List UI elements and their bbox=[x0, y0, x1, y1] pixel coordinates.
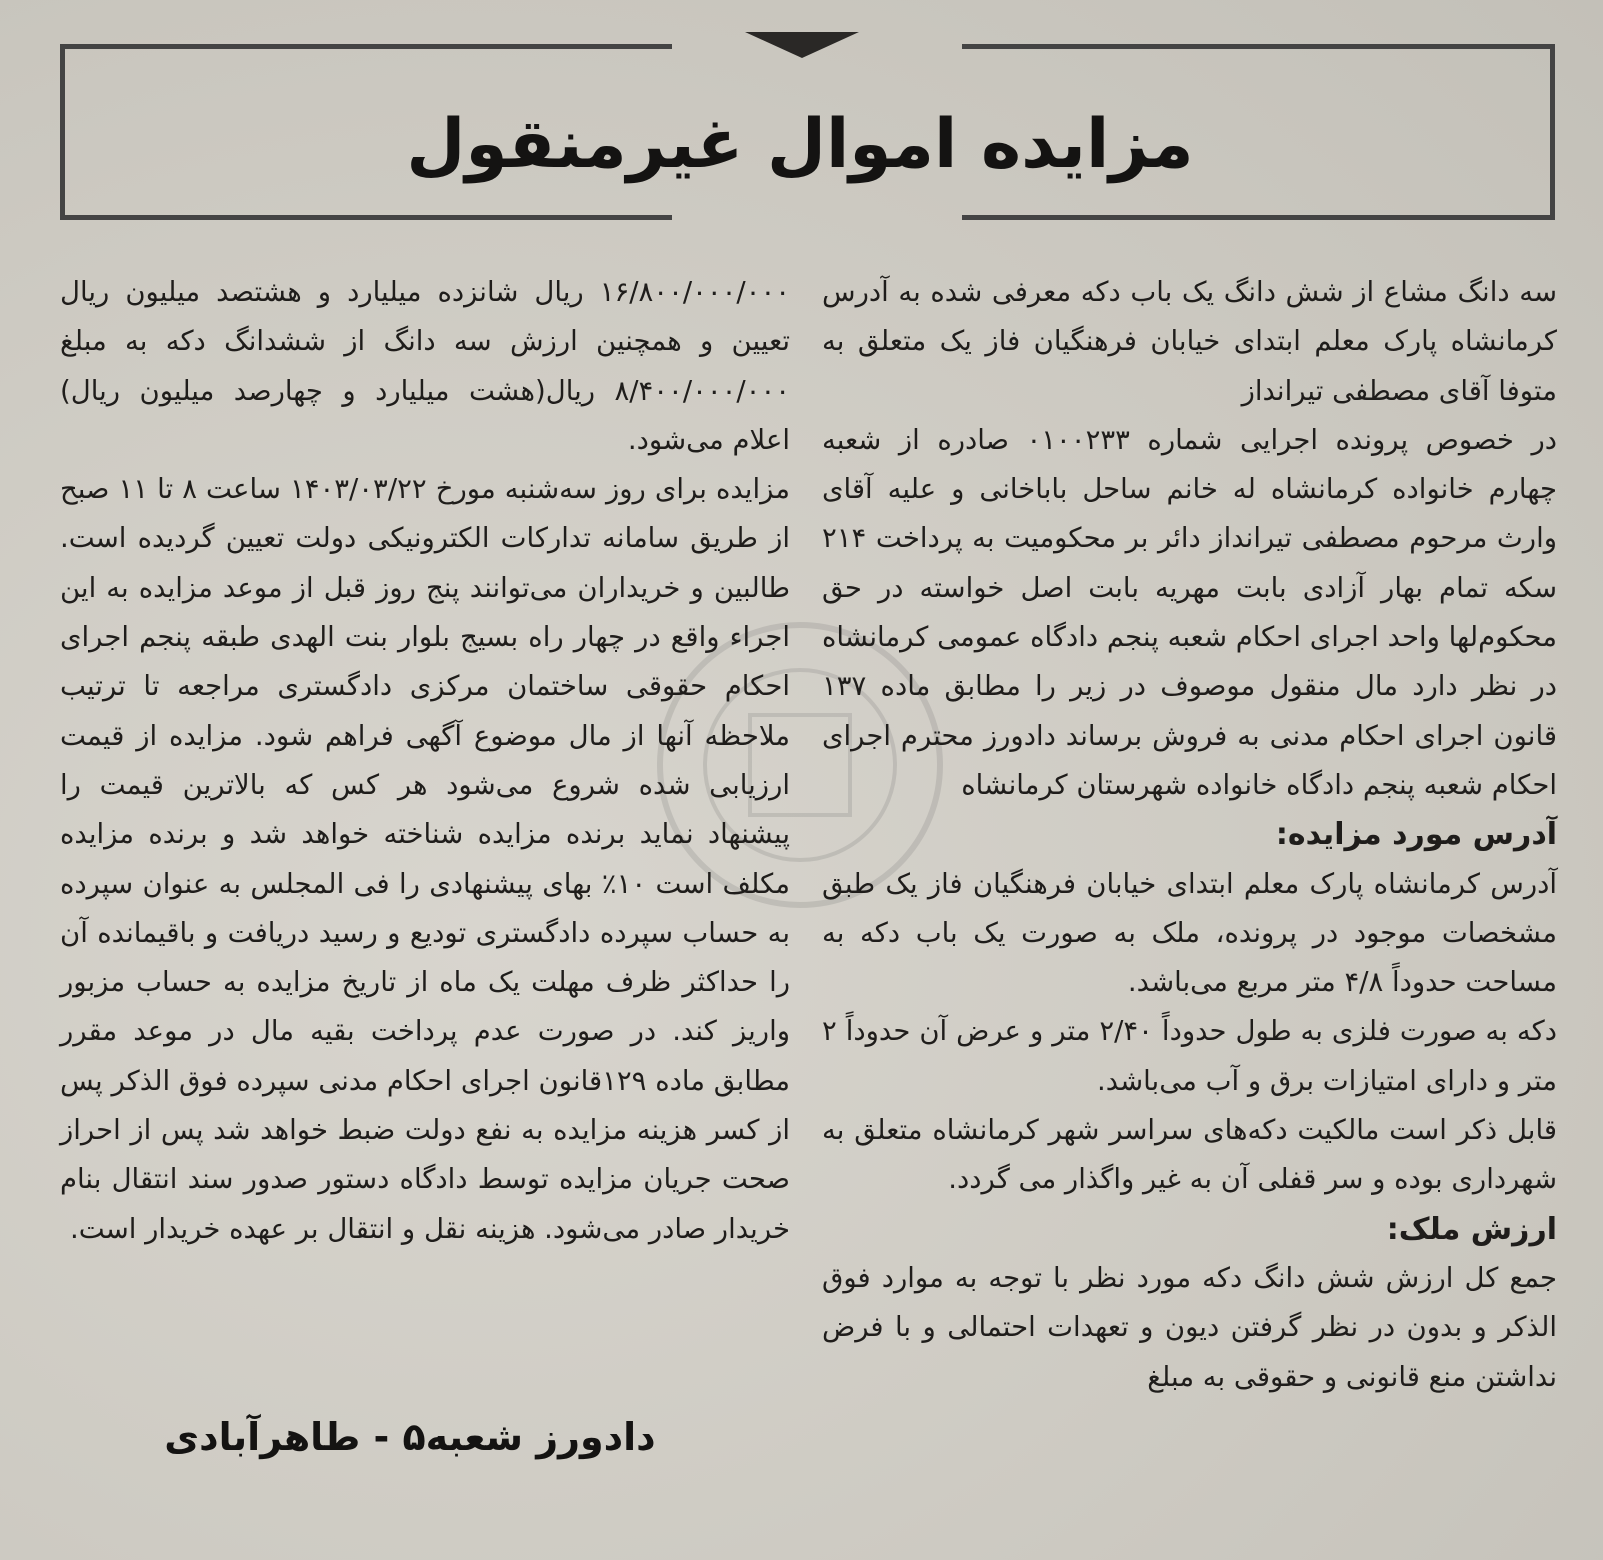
case-paragraph: در خصوص پرونده اجرایی شماره ۰۱۰۰۲۳۳ صادره از شعبه چهارم خانواده کرمانشاه له خانم ساحل باباخانی و علیه آقای وارث مرحوم مصطفی تیرانداز دائر بر محکومیت به پرداخت ۲۱۴ سکه تمام بهار آزادی بابت مهریه بابت اصل خواسته در حق محکوم‌لها واحد اجرای احکام شعبه پنجم دادگاه عمومی کرمانشاه در نظر دارد مال منقول موصوف در زیر را مطابق ماده ۱۳۷ قانون اجرای احکام مدنی به فروش برساند دادورز محترم اجرای احکام شعبه پنجم دادگاه خانواده شهرستان کرمانشاه bbox=[822, 423, 1557, 801]
frame-top-right-line bbox=[962, 44, 1555, 49]
auction-terms-paragraph: مزایده برای روز سه‌شنبه مورخ ۱۴۰۳/۰۳/۲۲ ساعت ۸ تا ۱۱ صبح از طریق سامانه تدارکات الکترونیکی دولت تعیین گردیده است. طالبین و خریداران می‌توانند پنج روز قبل از موعد مزایده به این اجراء واقع در چهار راه بسیج بلوار بنت الهدی طبقه پنجم اجرای احکام حقوقی ساختمان مرکزی دادگستری مراجعه تا ترتیب ملاحظه آنها از مال موضوع آگهی فراهم شود. مزایده از قیمت ارزیابی شده شروع می‌شود هر کس که بالاترین قیمت را پیشنهاد نماید برنده مزایده شناخته خواهد شد و برنده مزایده مکلف است ۱۰٪ بهای پیشنهادی را فی المجلس به عنوان سپرده به حساب سپرده دادگستری تودیع و رسید دریافت و باقیمانده آن را حداکثر ظرف مهلت یک ماه از تاریخ مزایده به حساب مزبور واریز کند. در صورت عدم پرداخت بقیه مال در موعد مقرر مطابق ماده ۱۲۹قانون اجرای احکام مدنی سپرده فوق الذکر پس از کسر هزینه مزایده به نفع دولت ضبط خواهد شد پس از احراز صحت جریان مزایده توسط دادگاه دستور صدور سند انتقال بنام خریدار صادر می‌شود. هزینه نقل و انتقال بر عهده خریدار است. bbox=[60, 473, 791, 1245]
address-heading: آدرس مورد مزایده: bbox=[1275, 817, 1557, 853]
value-heading: ارزش ملک: bbox=[1386, 1211, 1557, 1247]
value-continuation-paragraph: ۱۶/۸۰۰/۰۰۰/۰۰۰ ریال شانزده میلیارد و هشتصد میلیون ریال تعیین و همچنین ارزش سه دانگ از ششدانگ دکه به مبلغ ۸/۴۰۰/۰۰۰/۰۰۰ ریال(هشت میلیارد و چهارصد میلیون ریال) اعلام می‌شود. bbox=[60, 276, 790, 456]
page-title: مزایده اموال غیرمنقول bbox=[406, 105, 1194, 184]
dimensions-paragraph: دکه به صورت فلزی به طول حدوداً ۲/۴۰ متر و عرض آن حدوداً ۲ متر و دارای امتیازات برق و آب می‌باشد. bbox=[822, 1015, 1557, 1097]
signature: دادورز شعبه۵ - طاهرآبادی bbox=[164, 1415, 656, 1459]
left-column bbox=[60, 268, 790, 1254]
ownership-paragraph: قابل ذکر است مالکیت دکه‌های سراسر شهر کرمانشاه متعلق به شهرداری بوده و سر قفلی آن به غیر واگذار می گردد. bbox=[822, 1114, 1557, 1196]
frame-bottom-left-line bbox=[60, 215, 672, 220]
frame-bottom-right-line bbox=[962, 215, 1555, 220]
intro-paragraph: سه دانگ مشاع از شش دانگ یک باب دکه معرفی شده به آدرس کرمانشاه پارک معلم ابتدای خیابان فرهنگیان فاز یک متعلق به متوفا آقای مصطفی تیرانداز bbox=[822, 276, 1557, 407]
address-paragraph: آدرس کرمانشاه پارک معلم ابتدای خیابان فرهنگیان فاز یک طبق مشخصات موجود در پرونده، ملک به صورت یک باب دکه به مساحت حدوداً ۴/۸ متر مربع می‌باشد. bbox=[822, 867, 1557, 999]
frame-top-left-line bbox=[60, 44, 672, 49]
right-column bbox=[822, 268, 1557, 1402]
value-paragraph: جمع کل ارزش شش دانگ دکه مورد نظر با توجه به موارد فوق الذکر و بدون در نظر گرفتن دیون و تعهدات احتمالی و با فرض نداشتن منع قانونی و حقوقی به مبلغ bbox=[822, 1261, 1557, 1393]
triangle-ornament-icon bbox=[745, 32, 859, 58]
